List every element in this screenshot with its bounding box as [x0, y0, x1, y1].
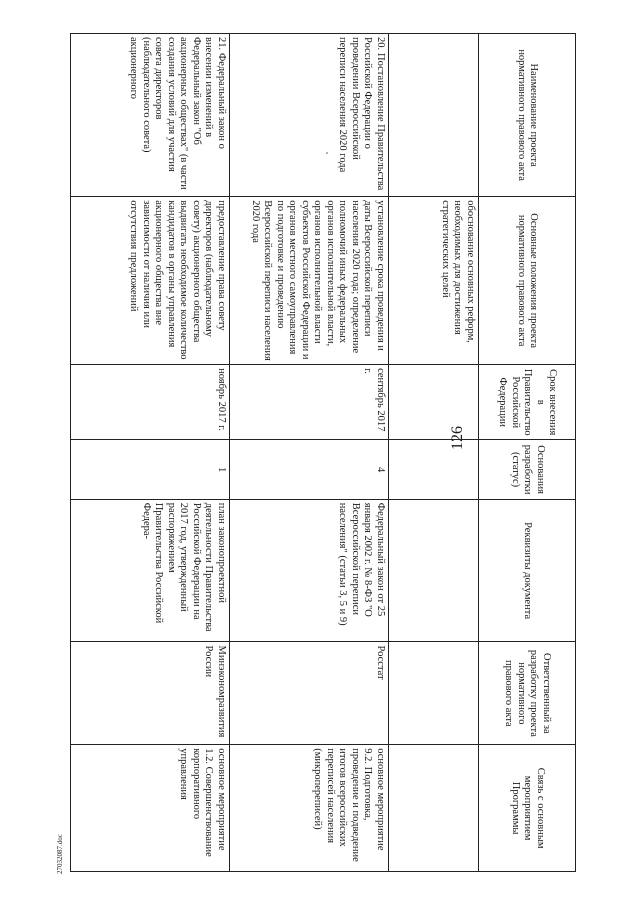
table-row — [389, 34, 479, 872]
basis-cell: 1 — [71, 440, 230, 499]
responsible-cell: Росстат — [230, 642, 389, 745]
basis-cell — [389, 440, 479, 499]
header-basis: Основания разработки (статус) — [479, 440, 576, 499]
document-file-code: 27032087.doc — [56, 834, 64, 874]
header-act-name: Наименование проекта нормативного правового акта — [479, 34, 576, 197]
header-deadline: Срок внесения в Правительство Российской Федерации — [479, 365, 576, 440]
deadline-cell — [389, 365, 479, 440]
provisions-cell: установление срока проведения и даты Всероссийской переписи населения 2020 года; определение полномочий иных федеральных органов исполнительной власти, органов исполнительной власти субъектов Российской Федерации и органов местного самоуправления по подготовке и проведению Всероссийской переписи населения 2020 года — [230, 197, 389, 365]
act-name: Постановление Правительства Российской Федерации о проведении Всероссийской переписи населения 2020 года — [337, 37, 386, 191]
responsible-cell: Минэкономразвития России — [71, 642, 230, 745]
document-cell: план законопроектной деятельности Правительства Российской Федерации на 2017 год, утвержденный распоряжением Правительства Российской Федера- — [71, 499, 230, 642]
deadline-cell: ноябрь 2017 г. — [71, 365, 230, 440]
legislation-plan-table — [70, 33, 576, 872]
header-document: Реквизиты документа — [479, 499, 576, 642]
document-cell: Федеральный закон от 25 января 2002 г. № 8-ФЗ "О Всероссийской переписи населения" (статьи 3, 5 и 9) — [230, 499, 389, 642]
row-number: 20. — [375, 37, 386, 51]
program-link-cell — [389, 745, 479, 872]
act-name: Федеральный закон о внесении изменений в Федеральный закон "Об акционерных обществах" (в части создания условий для участия совета директоров (наблюдательного совета) акционерного — [128, 37, 227, 190]
row-number: 21. — [216, 37, 227, 51]
table-header-row — [479, 34, 576, 872]
basis-cell: 4 — [230, 440, 389, 499]
page-number: 126 — [449, 426, 466, 450]
program-link-cell: основное мероприятие 1.2. Совершенствование корпоративного управления — [71, 745, 230, 872]
header-program-link: Связь с основным мероприятием Программы — [479, 745, 576, 872]
table-row — [71, 34, 230, 872]
deadline-cell: сентябрь 2017 г. — [230, 365, 389, 440]
table-row — [230, 34, 389, 872]
provisions-cell: обоснование основных реформ, необходимых для достижения стратегических целей — [389, 197, 479, 365]
rotated-page-content — [56, 33, 576, 872]
act-name-cell — [389, 34, 479, 197]
provisions-cell: предоставление права совету директоров (наблюдательному совету) акционерного общества выдвигать необходимое количество кандидатов в органы управления акционерного общества вне зависимости от наличия или отсутствия предложений — [71, 197, 230, 365]
program-link-cell: основное мероприятие 9.2. Подготовка, проведение и подведение итогов всероссийских переписей населения (микропереписей) — [230, 745, 389, 872]
header-main-provisions: Основные положения проекта нормативного правового акта — [479, 197, 576, 365]
responsible-cell — [389, 642, 479, 745]
document-cell — [389, 499, 479, 642]
header-responsible: Ответственный за разработку проекта нормативного правового акта — [479, 642, 576, 745]
act-name-cell — [71, 34, 230, 197]
act-name-cell — [230, 34, 389, 197]
